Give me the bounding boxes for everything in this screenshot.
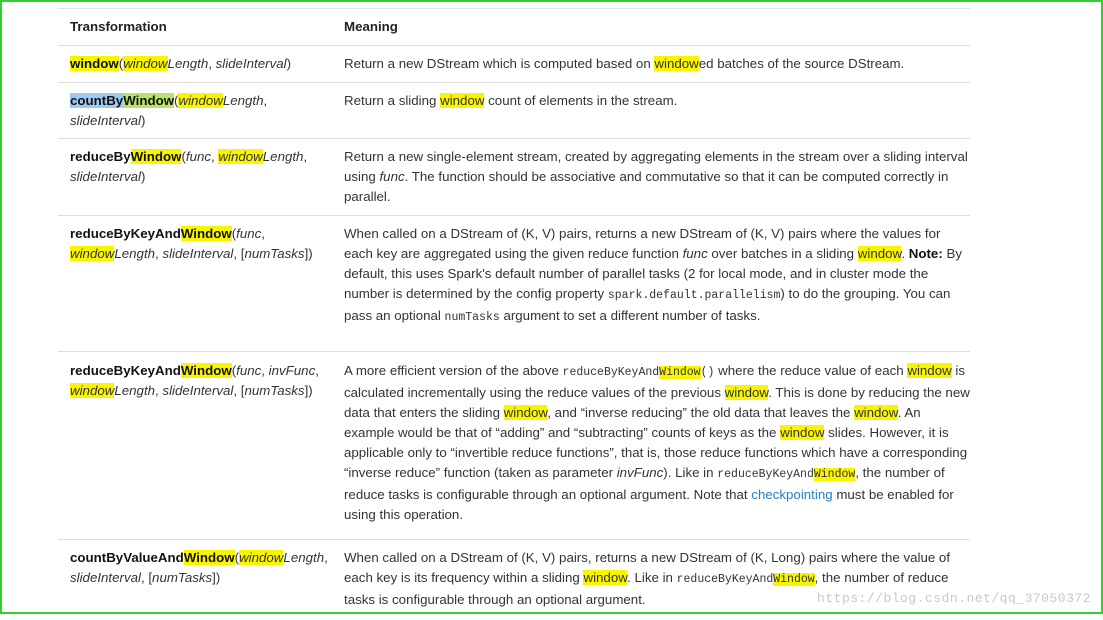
table-row-reducebykeyandwindow (58, 216, 970, 352)
transformation-cell: reduceByWindow(func, windowLength, slideInterval) (70, 149, 308, 184)
transformation-cell: window(windowLength, slideInterval) (70, 56, 291, 71)
table-row-reducebykeyandwindow-inv (58, 352, 970, 540)
transformation-cell: countByWindow(windowLength, slideInterval) (70, 93, 268, 128)
checkpointing-link[interactable]: checkpointing (751, 487, 833, 502)
transformation-cell: reduceByKeyAndWindow(func, windowLength, slideInterval, [numTasks]) (70, 226, 313, 261)
meaning-cell: Return a new single-element stream, created by aggregating elements in the stream over a sliding interval using func. The function should be associative and commutative so that it can be computed correctly in parallel. (344, 149, 968, 204)
meaning-cell: Return a sliding window count of elements in the stream. (344, 93, 678, 108)
fn-name: window (70, 56, 119, 71)
header-transformation: Transformation (70, 19, 167, 34)
table-header (58, 9, 970, 46)
meaning-cell: When called on a DStream of (K, V) pairs, returns a new DStream of (K, Long) pairs where the value of each key is its frequency within a sliding window. Like in reduceByKeyAndWindow, the number of reduce tasks is configurable through an optional argument. (344, 550, 951, 607)
transformations-table (58, 8, 970, 620)
meaning-cell: A more efficient version of the above reduceByKeyAndWindow() where the reduce value of each window is calculated incrementally using the reduce values of the previous window. This is done by reducing the new data that enters the sliding window, and “inverse reducing” the old data that leaves the window. An example would be that of “adding” and “subtracting” counts of keys as the window slides. However, it is applicable only to “invertible reduce functions”, that is, those reduce functions which have a corresponding “inverse reduce” function (taken as parameter invFunc). Like in reduceByKeyAndWindow, the number of reduce tasks is configurable through an optional argument. Note that checkpointing must be enabled for using this operation. (344, 363, 970, 522)
table-row-countbyvalueandwindow (58, 540, 970, 620)
transformation-cell: reduceByKeyAndWindow(func, invFunc, windowLength, slideInterval, [numTasks]) (70, 363, 319, 398)
header-meaning: Meaning (344, 19, 398, 34)
meaning-cell: When called on a DStream of (K, V) pairs, returns a new DStream of (K, V) pairs where the values for each key are aggregated using the given reduce function func over batches in a sliding window. Note: By default, this uses Spark's default number of parallel tasks (2 for local mode, and in cluster mode the number is determined by the config property spark.default.parallelism) to do the grouping. You can pass an optional numTasks argument to set a different number of tasks. (344, 226, 962, 324)
table-row-reducebywindow (58, 139, 970, 216)
meaning-cell: Return a new DStream which is computed based on windowed batches of the source DStream. (344, 56, 905, 71)
table-row-window (58, 46, 970, 83)
table-row-countbywindow (58, 83, 970, 139)
watermark: https://blog.csdn.net/qq_37050372 (817, 591, 1091, 606)
transformation-cell: countByValueAndWindow(windowLength, slideInterval, [numTasks]) (70, 550, 328, 585)
